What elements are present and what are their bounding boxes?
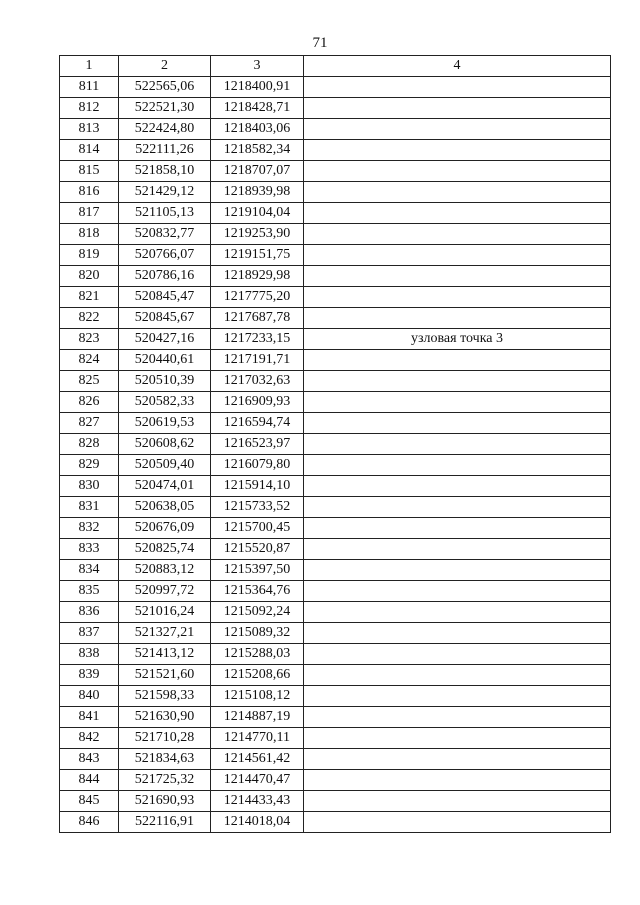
y-coordinate-cell: 1218582,34 [211, 140, 304, 161]
y-coordinate-cell: 1216909,93 [211, 392, 304, 413]
table-row [60, 644, 611, 665]
point-number-cell: 829 [60, 455, 119, 476]
y-coordinate-cell: 1215914,10 [211, 476, 304, 497]
note-cell [304, 182, 611, 203]
note-cell [304, 455, 611, 476]
coordinates-table [59, 55, 611, 833]
table-body [60, 77, 611, 833]
table-row [60, 665, 611, 686]
point-number-cell: 840 [60, 686, 119, 707]
point-number-cell: 824 [60, 350, 119, 371]
point-number-cell: 837 [60, 623, 119, 644]
table-row [60, 161, 611, 182]
y-coordinate-cell: 1219253,90 [211, 224, 304, 245]
y-coordinate-cell: 1215700,45 [211, 518, 304, 539]
table-row [60, 182, 611, 203]
table-row [60, 560, 611, 581]
table-row [60, 623, 611, 644]
point-number-cell: 825 [60, 371, 119, 392]
point-number-cell: 838 [60, 644, 119, 665]
table-row [60, 140, 611, 161]
x-coordinate-cell: 520766,07 [119, 245, 211, 266]
point-number-cell: 815 [60, 161, 119, 182]
table-row [60, 413, 611, 434]
point-number-cell: 828 [60, 434, 119, 455]
note-cell [304, 812, 611, 833]
point-number-cell: 813 [60, 119, 119, 140]
table-row [60, 770, 611, 791]
note-cell [304, 392, 611, 413]
x-coordinate-cell: 521630,90 [119, 707, 211, 728]
point-number-cell: 820 [60, 266, 119, 287]
note-cell [304, 791, 611, 812]
point-number-cell: 827 [60, 413, 119, 434]
x-coordinate-cell: 521521,60 [119, 665, 211, 686]
table-row [60, 266, 611, 287]
y-coordinate-cell: 1214561,42 [211, 749, 304, 770]
point-number-cell: 816 [60, 182, 119, 203]
point-number-cell: 822 [60, 308, 119, 329]
x-coordinate-cell: 520845,47 [119, 287, 211, 308]
table-row [60, 686, 611, 707]
note-cell [304, 665, 611, 686]
x-coordinate-cell: 520427,16 [119, 329, 211, 350]
point-number-cell: 830 [60, 476, 119, 497]
point-number-cell: 821 [60, 287, 119, 308]
column-header-3: 3 [211, 56, 304, 77]
y-coordinate-cell: 1214018,04 [211, 812, 304, 833]
note-cell [304, 497, 611, 518]
note-cell [304, 644, 611, 665]
point-number-cell: 836 [60, 602, 119, 623]
column-header-2: 2 [119, 56, 211, 77]
x-coordinate-cell: 520832,77 [119, 224, 211, 245]
note-cell [304, 770, 611, 791]
table-row [60, 581, 611, 602]
note-cell: узловая точка 3 [304, 329, 611, 350]
point-number-cell: 839 [60, 665, 119, 686]
x-coordinate-cell: 520638,05 [119, 497, 211, 518]
x-coordinate-cell: 520582,33 [119, 392, 211, 413]
x-coordinate-cell: 520825,74 [119, 539, 211, 560]
y-coordinate-cell: 1217775,20 [211, 287, 304, 308]
point-number-cell: 818 [60, 224, 119, 245]
x-coordinate-cell: 521690,93 [119, 791, 211, 812]
point-number-cell: 826 [60, 392, 119, 413]
y-coordinate-cell: 1218707,07 [211, 161, 304, 182]
x-coordinate-cell: 520883,12 [119, 560, 211, 581]
y-coordinate-cell: 1217191,71 [211, 350, 304, 371]
y-coordinate-cell: 1217687,78 [211, 308, 304, 329]
y-coordinate-cell: 1218939,98 [211, 182, 304, 203]
table-row [60, 245, 611, 266]
note-cell [304, 728, 611, 749]
table-row [60, 812, 611, 833]
note-cell [304, 707, 611, 728]
note-cell [304, 98, 611, 119]
point-number-cell: 844 [60, 770, 119, 791]
x-coordinate-cell: 521858,10 [119, 161, 211, 182]
y-coordinate-cell: 1214470,47 [211, 770, 304, 791]
table-row [60, 77, 611, 98]
table-row [60, 287, 611, 308]
note-cell [304, 119, 611, 140]
note-cell [304, 434, 611, 455]
table-row [60, 392, 611, 413]
x-coordinate-cell: 522111,26 [119, 140, 211, 161]
x-coordinate-cell: 522565,06 [119, 77, 211, 98]
table-row [60, 455, 611, 476]
note-cell [304, 686, 611, 707]
note-cell [304, 476, 611, 497]
note-cell [304, 287, 611, 308]
note-cell [304, 77, 611, 98]
y-coordinate-cell: 1215364,76 [211, 581, 304, 602]
x-coordinate-cell: 520786,16 [119, 266, 211, 287]
point-number-cell: 842 [60, 728, 119, 749]
point-number-cell: 814 [60, 140, 119, 161]
y-coordinate-cell: 1219151,75 [211, 245, 304, 266]
note-cell [304, 581, 611, 602]
table-row [60, 350, 611, 371]
y-coordinate-cell: 1217032,63 [211, 371, 304, 392]
x-coordinate-cell: 521598,33 [119, 686, 211, 707]
y-coordinate-cell: 1214433,43 [211, 791, 304, 812]
note-cell [304, 140, 611, 161]
point-number-cell: 811 [60, 77, 119, 98]
column-header-1: 1 [60, 56, 119, 77]
y-coordinate-cell: 1214887,19 [211, 707, 304, 728]
table-row [60, 371, 611, 392]
x-coordinate-cell: 520997,72 [119, 581, 211, 602]
table-row [60, 539, 611, 560]
x-coordinate-cell: 521413,12 [119, 644, 211, 665]
table-row [60, 602, 611, 623]
note-cell [304, 161, 611, 182]
y-coordinate-cell: 1215108,12 [211, 686, 304, 707]
x-coordinate-cell: 521834,63 [119, 749, 211, 770]
table-row [60, 224, 611, 245]
point-number-cell: 843 [60, 749, 119, 770]
y-coordinate-cell: 1215089,32 [211, 623, 304, 644]
point-number-cell: 834 [60, 560, 119, 581]
table-row [60, 98, 611, 119]
point-number-cell: 835 [60, 581, 119, 602]
x-coordinate-cell: 520510,39 [119, 371, 211, 392]
y-coordinate-cell: 1218403,06 [211, 119, 304, 140]
page-number: 71 [312, 35, 328, 51]
x-coordinate-cell: 521429,12 [119, 182, 211, 203]
note-cell [304, 560, 611, 581]
x-coordinate-cell: 521016,24 [119, 602, 211, 623]
y-coordinate-cell: 1215092,24 [211, 602, 304, 623]
y-coordinate-cell: 1215733,52 [211, 497, 304, 518]
table-row [60, 749, 611, 770]
point-number-cell: 812 [60, 98, 119, 119]
table-row [60, 707, 611, 728]
x-coordinate-cell: 521725,32 [119, 770, 211, 791]
note-cell [304, 623, 611, 644]
table-row [60, 728, 611, 749]
y-coordinate-cell: 1218929,98 [211, 266, 304, 287]
y-coordinate-cell: 1216594,74 [211, 413, 304, 434]
point-number-cell: 845 [60, 791, 119, 812]
table-row [60, 308, 611, 329]
x-coordinate-cell: 520509,40 [119, 455, 211, 476]
note-cell [304, 539, 611, 560]
y-coordinate-cell: 1217233,15 [211, 329, 304, 350]
point-number-cell: 832 [60, 518, 119, 539]
x-coordinate-cell: 520845,67 [119, 308, 211, 329]
point-number-cell: 841 [60, 707, 119, 728]
table-header-row [60, 56, 611, 77]
x-coordinate-cell: 520608,62 [119, 434, 211, 455]
y-coordinate-cell: 1215208,66 [211, 665, 304, 686]
x-coordinate-cell: 522116,91 [119, 812, 211, 833]
note-cell [304, 308, 611, 329]
y-coordinate-cell: 1218400,91 [211, 77, 304, 98]
y-coordinate-cell: 1215288,03 [211, 644, 304, 665]
y-coordinate-cell: 1214770,11 [211, 728, 304, 749]
point-number-cell: 819 [60, 245, 119, 266]
table-row [60, 497, 611, 518]
table-row [60, 476, 611, 497]
x-coordinate-cell: 520474,01 [119, 476, 211, 497]
point-number-cell: 846 [60, 812, 119, 833]
point-number-cell: 833 [60, 539, 119, 560]
note-cell [304, 266, 611, 287]
note-cell [304, 371, 611, 392]
x-coordinate-cell: 521710,28 [119, 728, 211, 749]
x-coordinate-cell: 521327,21 [119, 623, 211, 644]
y-coordinate-cell: 1215520,87 [211, 539, 304, 560]
x-coordinate-cell: 520440,61 [119, 350, 211, 371]
table-row [60, 518, 611, 539]
note-cell [304, 518, 611, 539]
note-cell [304, 413, 611, 434]
x-coordinate-cell: 521105,13 [119, 203, 211, 224]
point-number-cell: 823 [60, 329, 119, 350]
table-row [60, 119, 611, 140]
y-coordinate-cell: 1215397,50 [211, 560, 304, 581]
x-coordinate-cell: 522521,30 [119, 98, 211, 119]
table-row [60, 329, 611, 350]
y-coordinate-cell: 1216079,80 [211, 455, 304, 476]
table-row [60, 434, 611, 455]
note-cell [304, 749, 611, 770]
y-coordinate-cell: 1219104,04 [211, 203, 304, 224]
note-cell [304, 602, 611, 623]
point-number-cell: 831 [60, 497, 119, 518]
table-row [60, 203, 611, 224]
point-number-cell: 817 [60, 203, 119, 224]
x-coordinate-cell: 520676,09 [119, 518, 211, 539]
y-coordinate-cell: 1218428,71 [211, 98, 304, 119]
note-cell [304, 203, 611, 224]
column-header-4: 4 [304, 56, 611, 77]
x-coordinate-cell: 522424,80 [119, 119, 211, 140]
note-cell [304, 350, 611, 371]
x-coordinate-cell: 520619,53 [119, 413, 211, 434]
note-cell [304, 224, 611, 245]
note-cell [304, 245, 611, 266]
table-row [60, 791, 611, 812]
y-coordinate-cell: 1216523,97 [211, 434, 304, 455]
